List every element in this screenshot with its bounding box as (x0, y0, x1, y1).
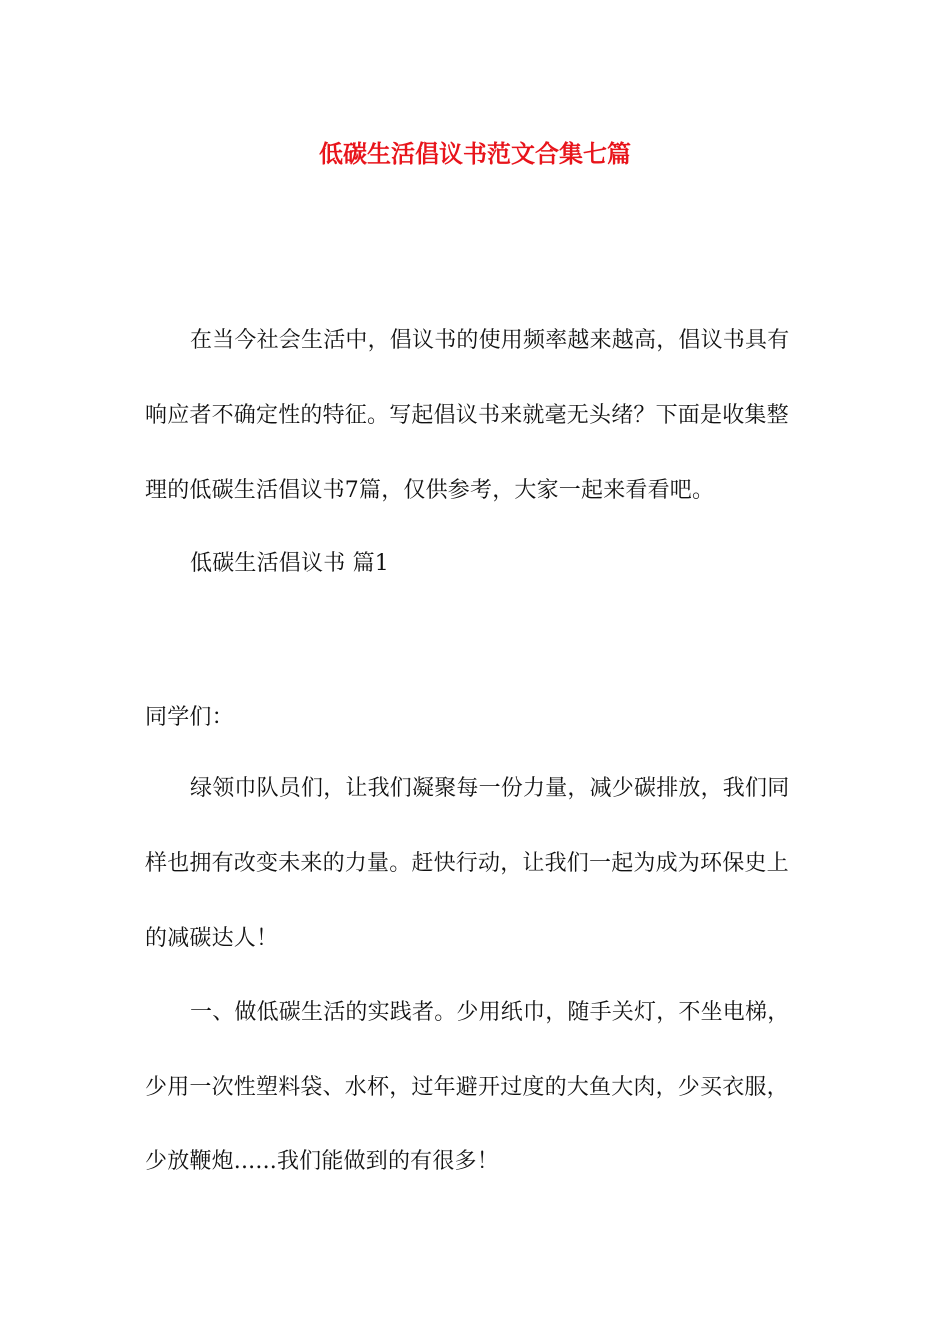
paragraph-line: 少用一次性塑料袋、水杯，过年避开过度的大鱼大肉，少买衣服， (145, 1075, 789, 1100)
paragraph-line: 在当今社会生活中，倡议书的使用频率越来越高，倡议书具有 (190, 328, 790, 353)
section-heading: 低碳生活倡议书 篇1 (190, 551, 389, 576)
salutation: 同学们： (145, 705, 234, 730)
paragraph-line: 的减碳达人！ (145, 926, 279, 951)
paragraph-line: 响应者不确定性的特征。写起倡议书来就毫无头绪？下面是收集整 (145, 403, 789, 428)
paragraph-line: 绿领巾队员们，让我们凝聚每一份力量，减少碳排放，我们同 (190, 776, 790, 801)
paragraph-line: 样也拥有改变未来的力量。赶快行动，让我们一起为成为环保史上 (145, 851, 789, 876)
paragraph-line: 一、做低碳生活的实践者。少用纸巾，随手关灯，不坐电梯， (190, 1000, 790, 1025)
paragraph-line: 少放鞭炮......我们能做到的有很多！ (145, 1149, 499, 1174)
paragraph-line: 理的低碳生活倡议书7篇，仅供参考，大家一起来看看吧。 (145, 478, 715, 503)
document-title: 低碳生活倡议书范文合集七篇 (319, 140, 631, 168)
